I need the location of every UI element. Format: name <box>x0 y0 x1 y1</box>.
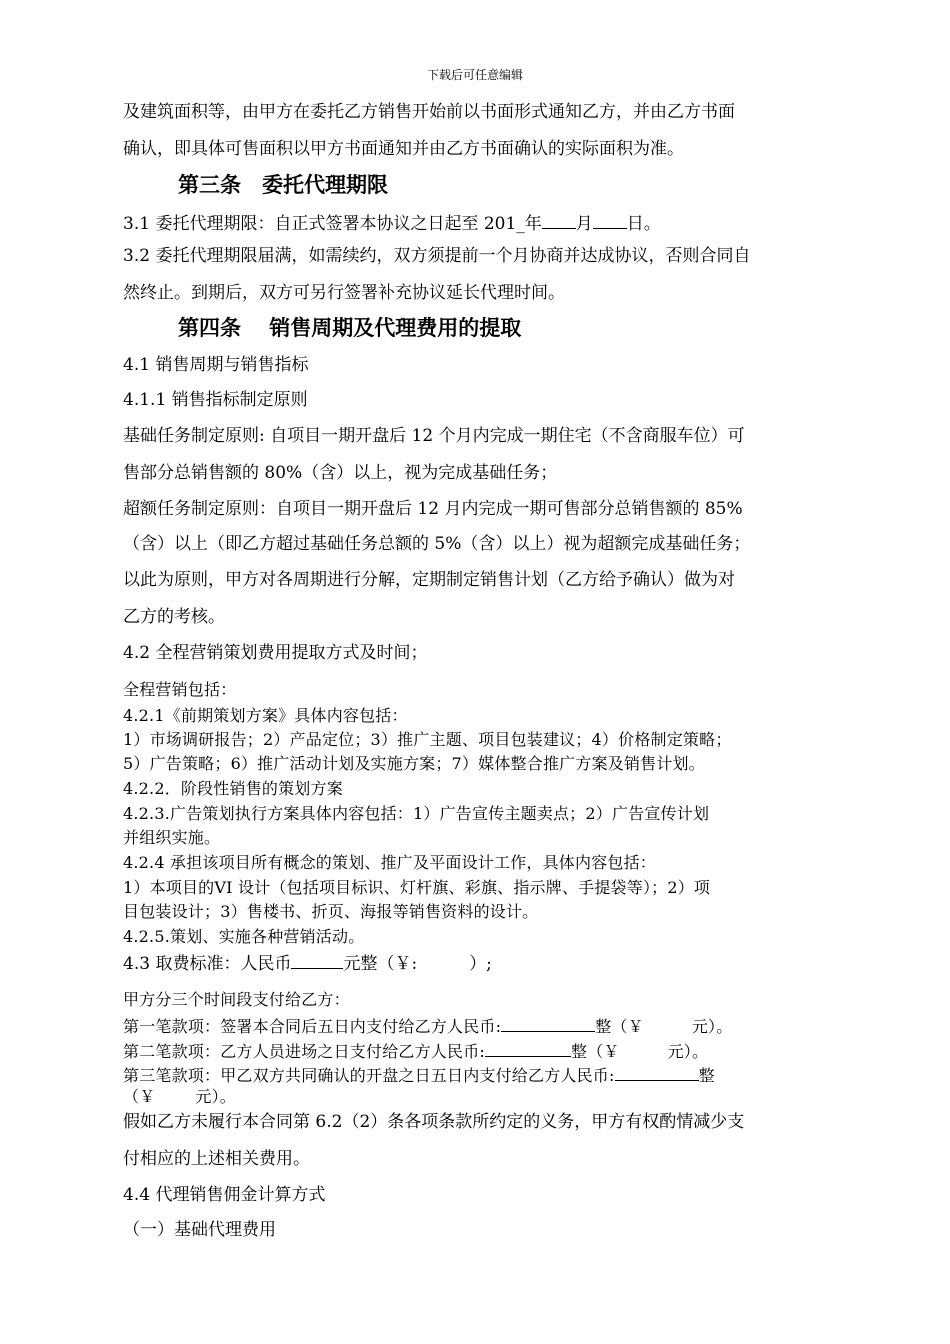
text-line: 4.1 销售周期与销售指标 <box>123 355 309 375</box>
text-line: 1）本项目的VI 设计（包括项目标识、灯杆旗、彩旗、指示牌、手提袋等）；2）项 <box>123 878 711 897</box>
text-line: 售部分总销售额的 80%（含）以上，视为完成基础任务； <box>123 463 558 483</box>
payment-1-text: 第一笔款项：签署本合同后五日内支付给乙方人民币: <box>123 1017 502 1036</box>
day-label: 日。 <box>626 214 661 234</box>
clause-4-3-text: 4.3 取费标准：人民币 <box>123 954 292 974</box>
text-line: 4.4 代理销售佣金计算方式 <box>123 1185 326 1205</box>
text-line: 付相应的上述相关费用。 <box>123 1149 310 1169</box>
payment-3-text: 第三笔款项：甲乙双方共同确认的开盘之日五日内支付给乙方人民币: <box>123 1066 615 1085</box>
text-line: 假如乙方未履行本合同第 6.2（2）条各项条款所约定的义务，甲方有权酌情减少支 <box>123 1112 745 1132</box>
text-line: （含）以上（即乙方超过基础任务总额的 5%（含）以上）视为超额完成基础任务； <box>123 534 751 554</box>
text-line: 然终止。到期后，双方可另行签署补充协议延长代理时间。 <box>123 283 565 303</box>
payment-2-unit: 整（￥ <box>571 1042 620 1061</box>
text-line: 1）市场调研报告；2）产品定位；3）推广主题、项目包装建议；4）价格制定策略； <box>123 730 732 749</box>
payment-3-end: 元）。 <box>195 1087 237 1106</box>
text-line: 4.1.1 销售指标制定原则 <box>123 390 308 410</box>
blank-payment-3 <box>615 1063 699 1081</box>
clause-3-1-text: 3.1 委托代理期限：自正式签署本协议之日起至 201_年 <box>123 214 542 234</box>
payment-1-end: 元）。 <box>691 1017 733 1036</box>
text-line: 及建筑面积等，由甲方在委托乙方销售开始前以书面形式通知乙方，并由乙方书面 <box>123 102 735 122</box>
payment-3-yen: （￥ <box>123 1087 156 1106</box>
text-line: （一）基础代理费用 <box>123 1220 276 1240</box>
text-line: 4.2.1《前期策划方案》具体内容包括： <box>123 706 408 725</box>
text-line: 超额任务制定原则：自项目一期开盘后 12 月内完成一期可售部分总销售额的 85% <box>123 499 743 519</box>
payment-3 <box>123 1063 715 1086</box>
text-line: 基础任务制定原则: 自项目一期开盘后 12 个月内完成一期住宅（不含商服车位）可 <box>123 426 745 446</box>
page-header: 下载后可任意编辑 <box>426 68 523 82</box>
clause-4-3-unit: 元整（￥: <box>343 954 418 974</box>
text-line: 目包装设计；3）售楼书、折页、海报等销售资料的设计。 <box>123 902 539 921</box>
clause-3-1 <box>123 211 661 234</box>
text-line: 3.2 委托代理期限届满，如需续约，双方须提前一个月协商并达成协议，否则合同自 <box>123 246 751 266</box>
text-line: 乙方的考核。 <box>123 607 225 627</box>
month-label: 月 <box>575 214 593 234</box>
section-heading-4: 第四条 销售周期及代理费用的提取 <box>178 315 522 340</box>
payment-1 <box>123 1014 732 1037</box>
text-line: 4.2.4 承担该项目所有概念的策划、推广及平面设计工作，具体内容包括： <box>123 853 656 872</box>
payment-1-unit: 整（￥ <box>595 1017 644 1036</box>
blank-payment-2 <box>485 1039 571 1057</box>
payment-3-cont <box>123 1087 236 1107</box>
blank-day <box>593 211 627 229</box>
text-line: 4.2.3.广告策划执行方案具体内容包括：1）广告宣传主题卖点；2）广告宣传计划 <box>123 804 710 823</box>
text-line: 4.2 全程营销策划费用提取方式及时间； <box>123 643 428 663</box>
text-line: 4.2.5.策划、实施各种营销活动。 <box>123 927 365 946</box>
payment-2-text: 第二笔款项：乙方人员进场之日支付给乙方人民币: <box>123 1042 485 1061</box>
text-line: 以此为原则，甲方对各周期进行分解，定期制定销售计划（乙方给予确认）做为对 <box>123 570 735 590</box>
text-line: 全程营销包括： <box>123 680 237 699</box>
blank-payment-1 <box>501 1014 595 1032</box>
payment-2 <box>123 1039 708 1062</box>
payment-2-end: 元）。 <box>667 1042 709 1061</box>
section-heading-3: 第三条 委托代理期限 <box>178 172 388 197</box>
text-line: 确认，即具体可售面积以甲方书面通知并由乙方书面确认的实际面积为准。 <box>123 139 684 159</box>
text-line: 4.2.2．阶段性销售的策划方案 <box>123 779 343 798</box>
text-line: 并组织实施。 <box>123 828 221 847</box>
clause-4-3 <box>123 951 492 974</box>
payment-3-unit: 整 <box>698 1066 715 1085</box>
text-line: 5）广告策略；6）推广活动计划及实施方案；7）媒体整合推广方案及销售计划。 <box>123 754 705 773</box>
clause-4-3-end: ）; <box>469 954 492 974</box>
text-line: 甲方分三个时间段支付给乙方： <box>123 990 350 1009</box>
blank-amount <box>291 951 343 969</box>
blank-month <box>542 211 576 229</box>
